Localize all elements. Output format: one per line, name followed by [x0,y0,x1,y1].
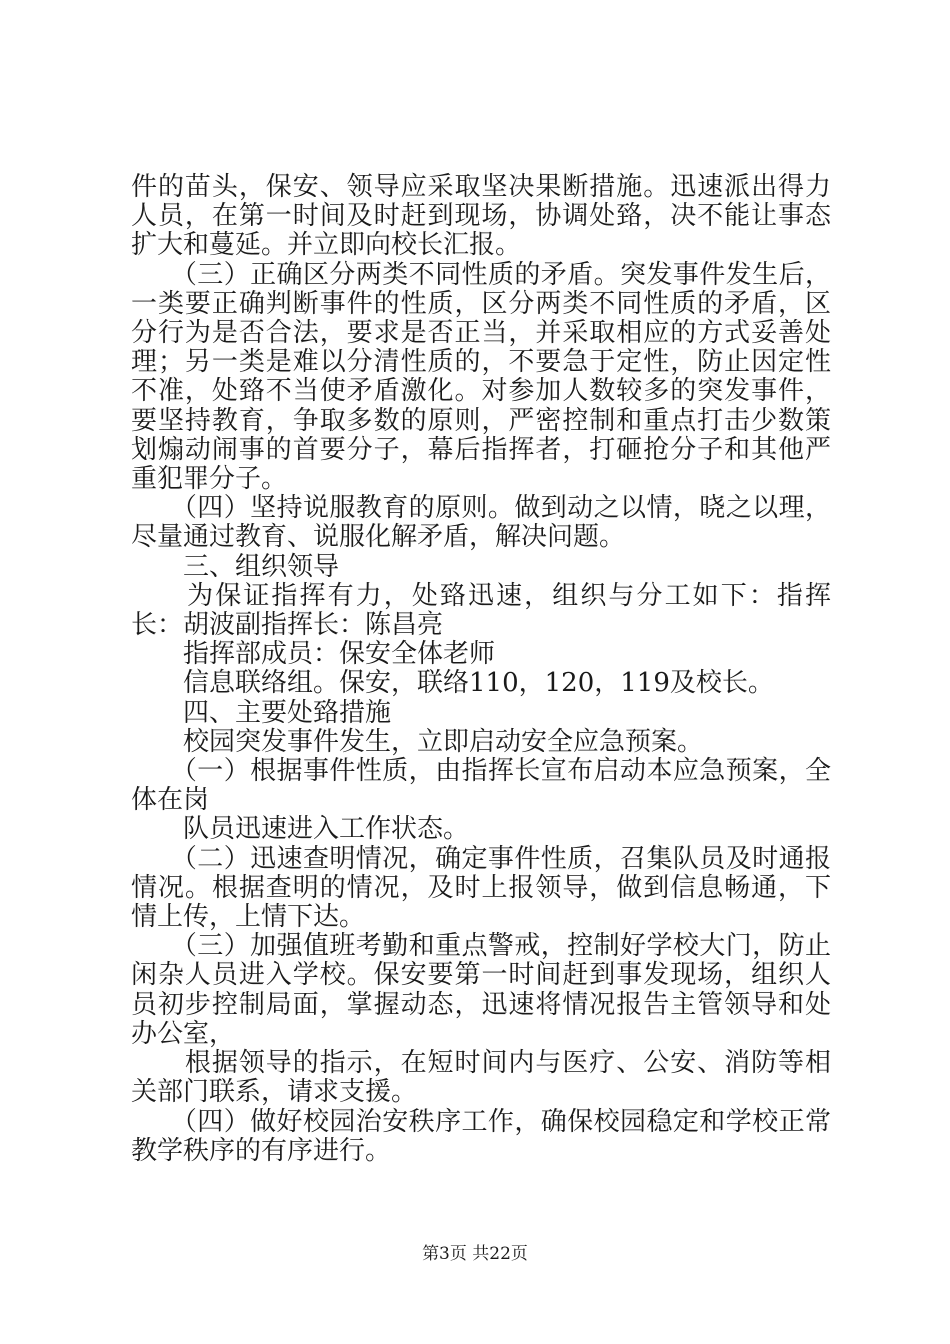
paragraph-10: （一）根据事件性质，由指挥长宣布启动本应急预案，全体在岗 [131,756,831,816]
paragraph-1: 件的苗头，保安、领导应采取坚决果断措施。迅速派出得力人员，在第一时间及时赶到现场，协调处臵，决不能让事态扩大和蔓延。并立即向校长汇报。 [131,172,831,261]
paragraph-13: （三）加强值班考勤和重点警戒，控制好学校大门，防止闲杂人员进入学校。保安要第一时间赶到事发现场，组织人员初步控制局面，掌握动态，迅速将情况报告主管领导和处办公室， [131,931,831,1049]
paragraph-5: 为保证指挥有力，处臵迅速，组织与分工如下：指挥长：胡波副指挥长：陈昌亮 [131,580,831,641]
section-heading-3: 三、组织领导 [131,551,340,582]
section-heading-4: 四、主要处臵措施 [131,697,392,728]
paragraph-12: （二）迅速查明情况，确定事件性质，召集队员及时通报情况。根据查明的情况，及时上报领导，做到信息畅通，下情上传，上情下达。 [131,843,831,933]
paragraph-15: （四）做好校园治安秩序工作，确保校园稳定和学校正常教学秩序的有序进行。 [131,1106,831,1166]
paragraph-6: 指挥部成员：保安全体老师 [131,639,496,670]
paragraph-2: （三）正确区分两类不同性质的矛盾。突发事件发生后，一类要正确判断事件的性质，区分两类不同性质的矛盾，区分行为是否合法，要求是否正当，并采取相应的方式妥善处理；另一类是难以分清性质的，不要急于定性，防止因定性不准，处臵不当使矛盾激化。对参加人数较多的突发事件，要坚持教育，争取多数的原则，严密控制和重点打击少数策划煽动闹事的首要分子，幕后指挥者，打砸抢分子和其他严重犯罪分子。 [131,259,831,495]
paragraph-3: （四）坚持说服教育的原则。做到动之以情，晓之以理，尽量通过教育、说服化解矛盾，解决问题。 [131,493,831,553]
page-number-footer: 第3页 共22页 [422,1244,528,1264]
paragraph-9: 校园突发事件发生，立即启动安全应急预案。 [131,726,704,757]
paragraph-7: 信息联络组。保安，联络110，120，119及校长。 [131,668,774,699]
document-body [131,173,831,1166]
paragraph-11: 队员迅速进入工作状态。 [131,814,470,845]
paragraph-14: 根据领导的指示，在短时间内与医疗、公安、消防等相关部门联系，请求支援。 [131,1048,831,1108]
